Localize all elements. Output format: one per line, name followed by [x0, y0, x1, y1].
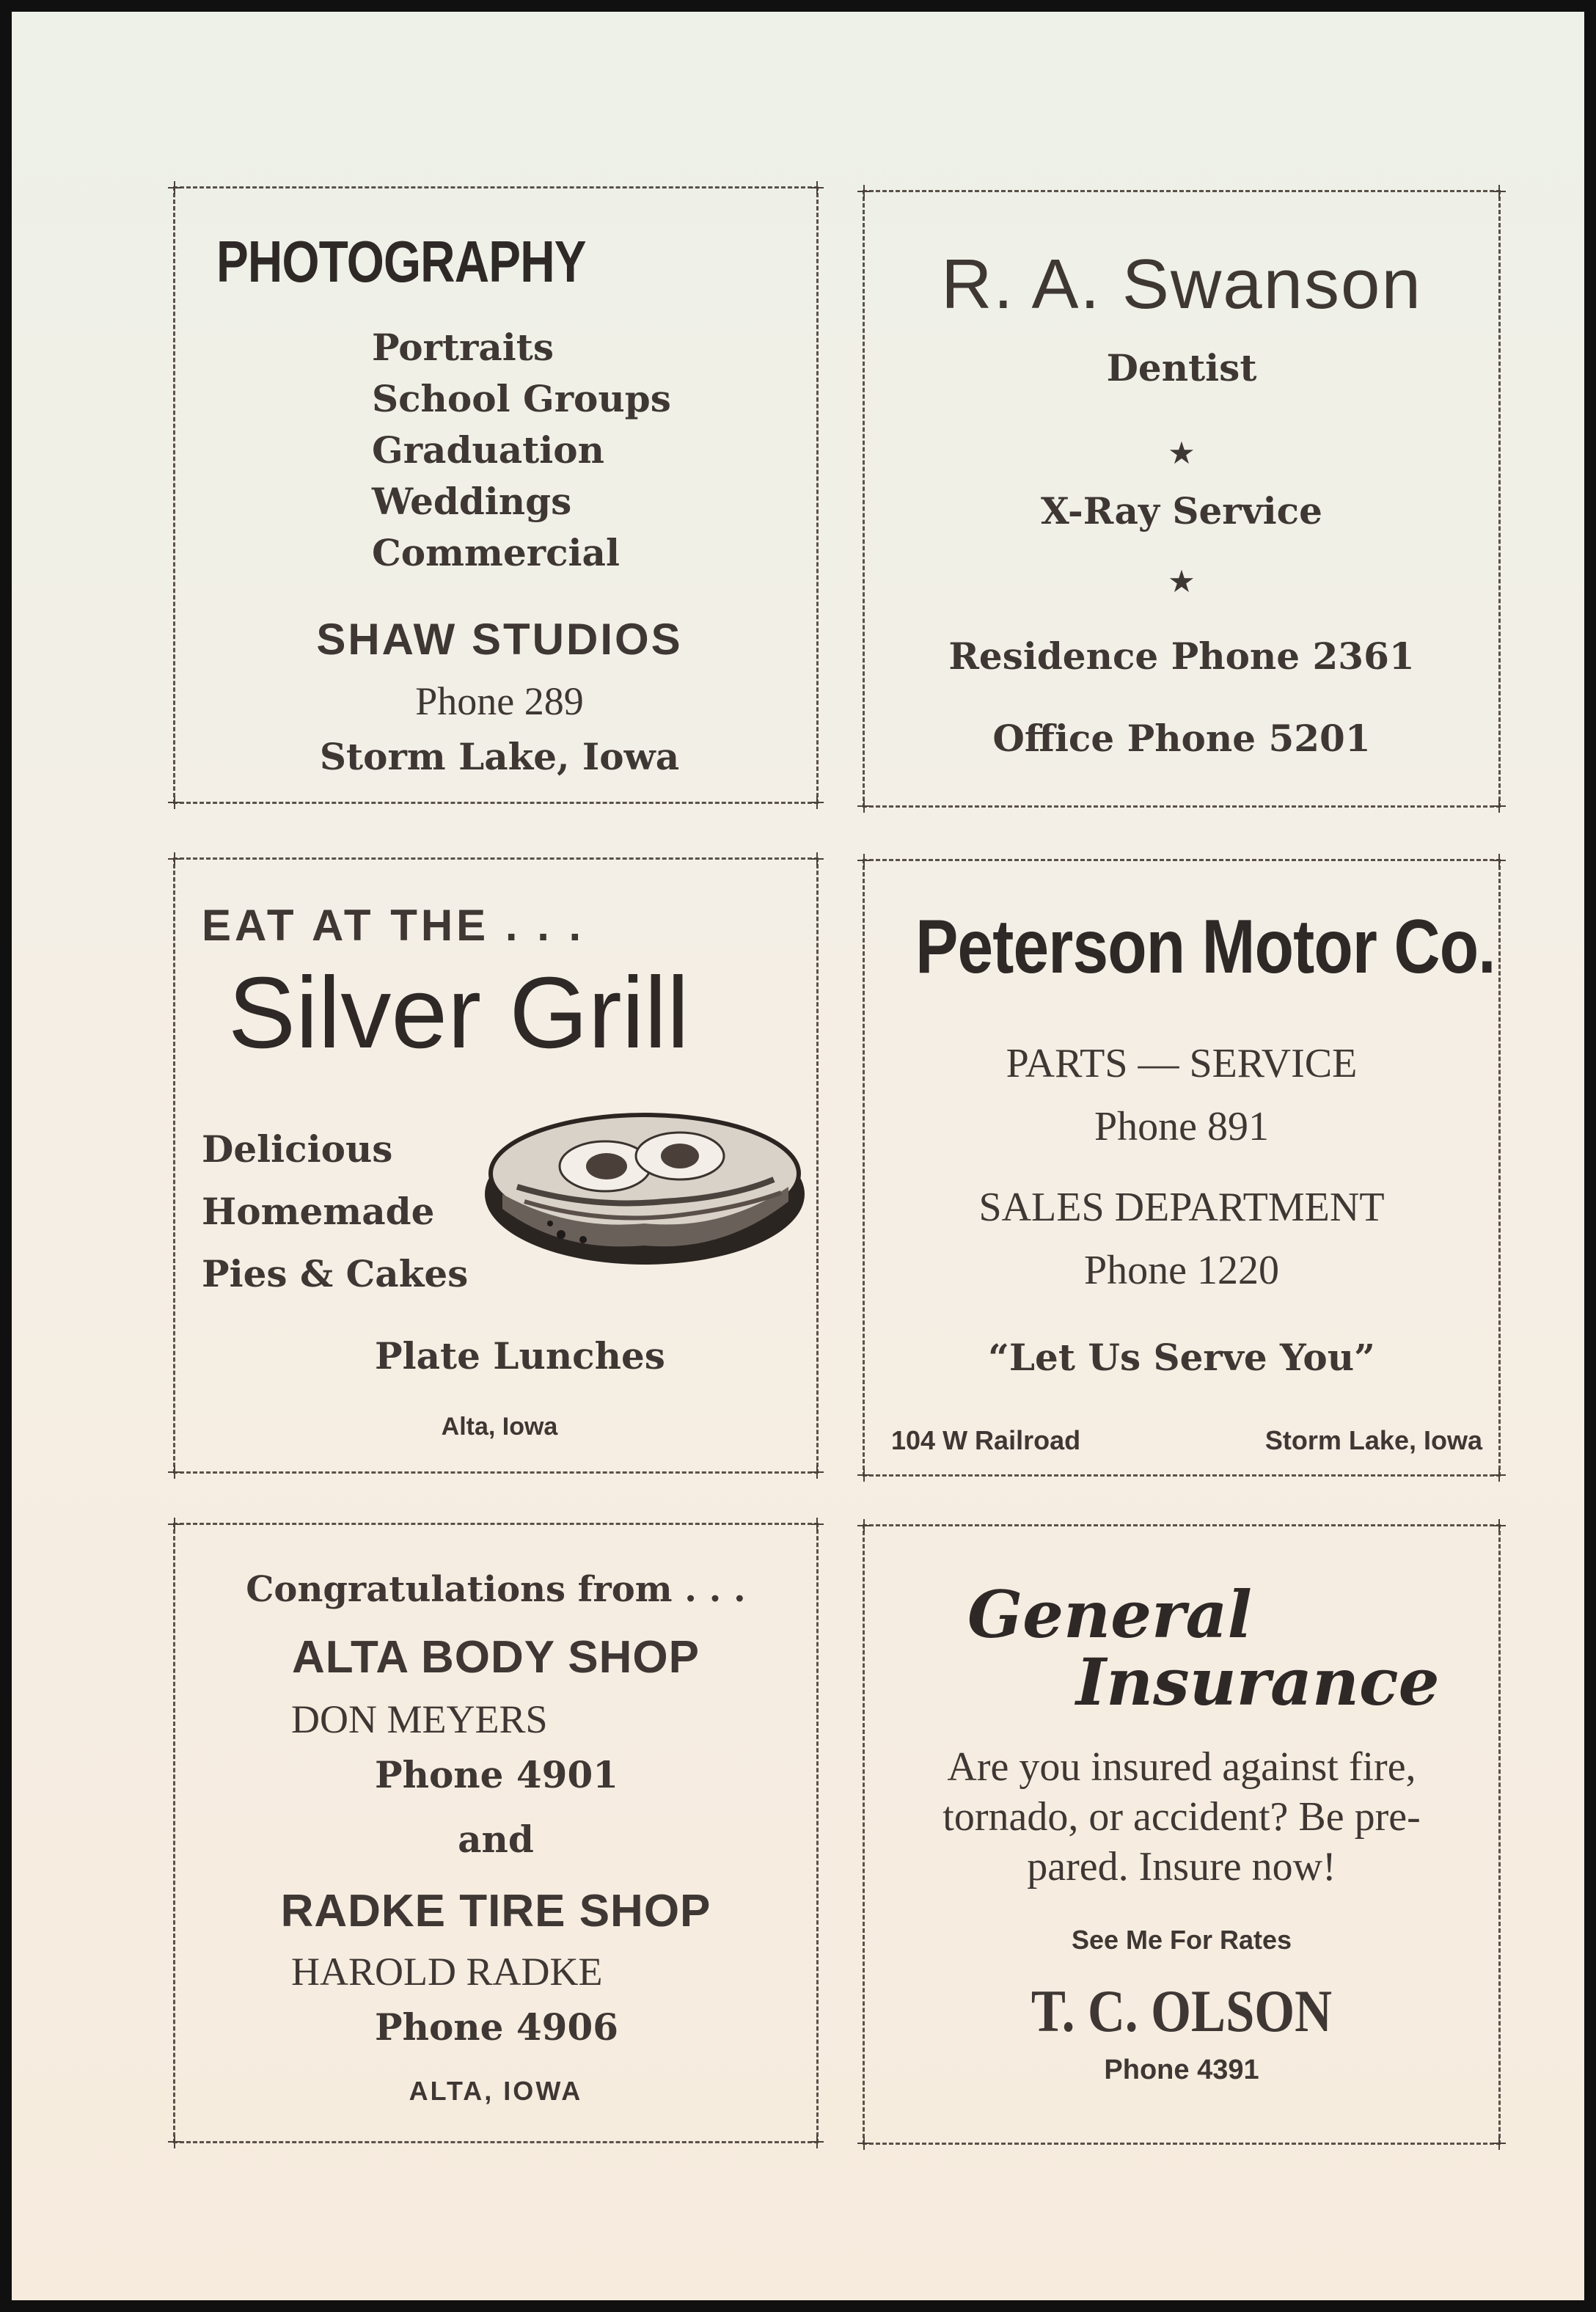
insurance-copy-3: pared. Insure now! — [1027, 1844, 1336, 1890]
service-graduation: Graduation — [372, 428, 604, 472]
residence-phone: Residence Phone 2361 — [948, 634, 1415, 678]
peterson-motor-ad — [863, 859, 1501, 1477]
plate-lunch-illustration — [480, 1106, 809, 1267]
owner-harold-radke: HAROLD RADKE — [291, 1950, 603, 1994]
insurance-line-insurance: Insurance — [1076, 1644, 1440, 1720]
owner-don-meyers: DON MEYERS — [291, 1697, 548, 1741]
insurance-copy-2: tornado, or accident? Be pre- — [942, 1794, 1421, 1840]
dentist-name: R. A. Swanson — [941, 245, 1422, 323]
sales-phone: Phone 1220 — [1084, 1248, 1279, 1293]
agent-name: T. C. OLSON — [1031, 1978, 1333, 2044]
service-school-groups: School Groups — [372, 377, 671, 420]
eat-at-the: EAT AT THE . . . — [202, 901, 585, 950]
parts-phone: Phone 891 — [1094, 1104, 1269, 1149]
and-text: and — [458, 1818, 534, 1861]
service-portraits: Portraits — [372, 326, 554, 369]
body-shop-location: ALTA, IOWA — [409, 2076, 583, 2106]
alta-body-shop: ALTA BODY SHOP — [292, 1632, 700, 1683]
radke-tire-shop: RADKE TIRE SHOP — [280, 1886, 711, 1936]
item-pies-cakes: Pies & Cakes — [202, 1252, 469, 1295]
sales-department: SALES DEPARTMENT — [978, 1185, 1385, 1230]
studio-location: Storm Lake, Iowa — [319, 735, 680, 778]
silver-grill-ad — [173, 857, 819, 1474]
service-weddings: Weddings — [372, 480, 572, 523]
office-phone: Office Phone 5201 — [992, 717, 1371, 760]
motor-address: 104 W Railroad — [891, 1425, 1081, 1455]
congratulations-intro: Congratulations from . . . — [246, 1569, 746, 1610]
body-shop-ad — [173, 1523, 819, 2143]
insurance-ad — [863, 1524, 1501, 2145]
photography-ad — [173, 186, 819, 804]
photography-heading: PHOTOGRAPHY — [216, 229, 586, 294]
dentist-title: Dentist — [1106, 346, 1257, 389]
plate-lunches: Plate Lunches — [375, 1334, 665, 1378]
service-commercial: Commercial — [372, 531, 620, 574]
motor-city: Storm Lake, Iowa — [1264, 1425, 1482, 1455]
dentist-ad — [863, 190, 1501, 808]
studio-phone: Phone 289 — [415, 679, 584, 723]
item-homemade: Homemade — [202, 1190, 435, 1233]
grill-name: Silver Grill — [228, 956, 689, 1069]
motor-co-name: Peterson Motor Co. — [915, 904, 1496, 989]
tire-shop-phone: Phone 4906 — [375, 2005, 619, 2049]
star-icon: ★ — [1168, 435, 1196, 471]
xray-service: X-Ray Service — [1041, 489, 1322, 533]
insurance-copy-1: Are you insured against fire, — [947, 1744, 1416, 1790]
slogan: “Let Us Serve You” — [988, 1336, 1375, 1379]
agent-phone: Phone 4391 — [1104, 2055, 1259, 2085]
star-icon: ★ — [1168, 563, 1196, 599]
item-delicious: Delicious — [202, 1127, 393, 1171]
grill-location: Alta, Iowa — [441, 1413, 558, 1441]
yearbook-ad-page — [12, 12, 1584, 2300]
studio-name: SHAW STUDIOS — [316, 615, 683, 664]
insurance-line-general: General — [967, 1576, 1252, 1653]
body-shop-phone: Phone 4901 — [375, 1753, 619, 1796]
see-me-for-rates: See Me For Rates — [1071, 1925, 1292, 1955]
parts-service: PARTS — SERVICE — [1006, 1041, 1358, 1086]
